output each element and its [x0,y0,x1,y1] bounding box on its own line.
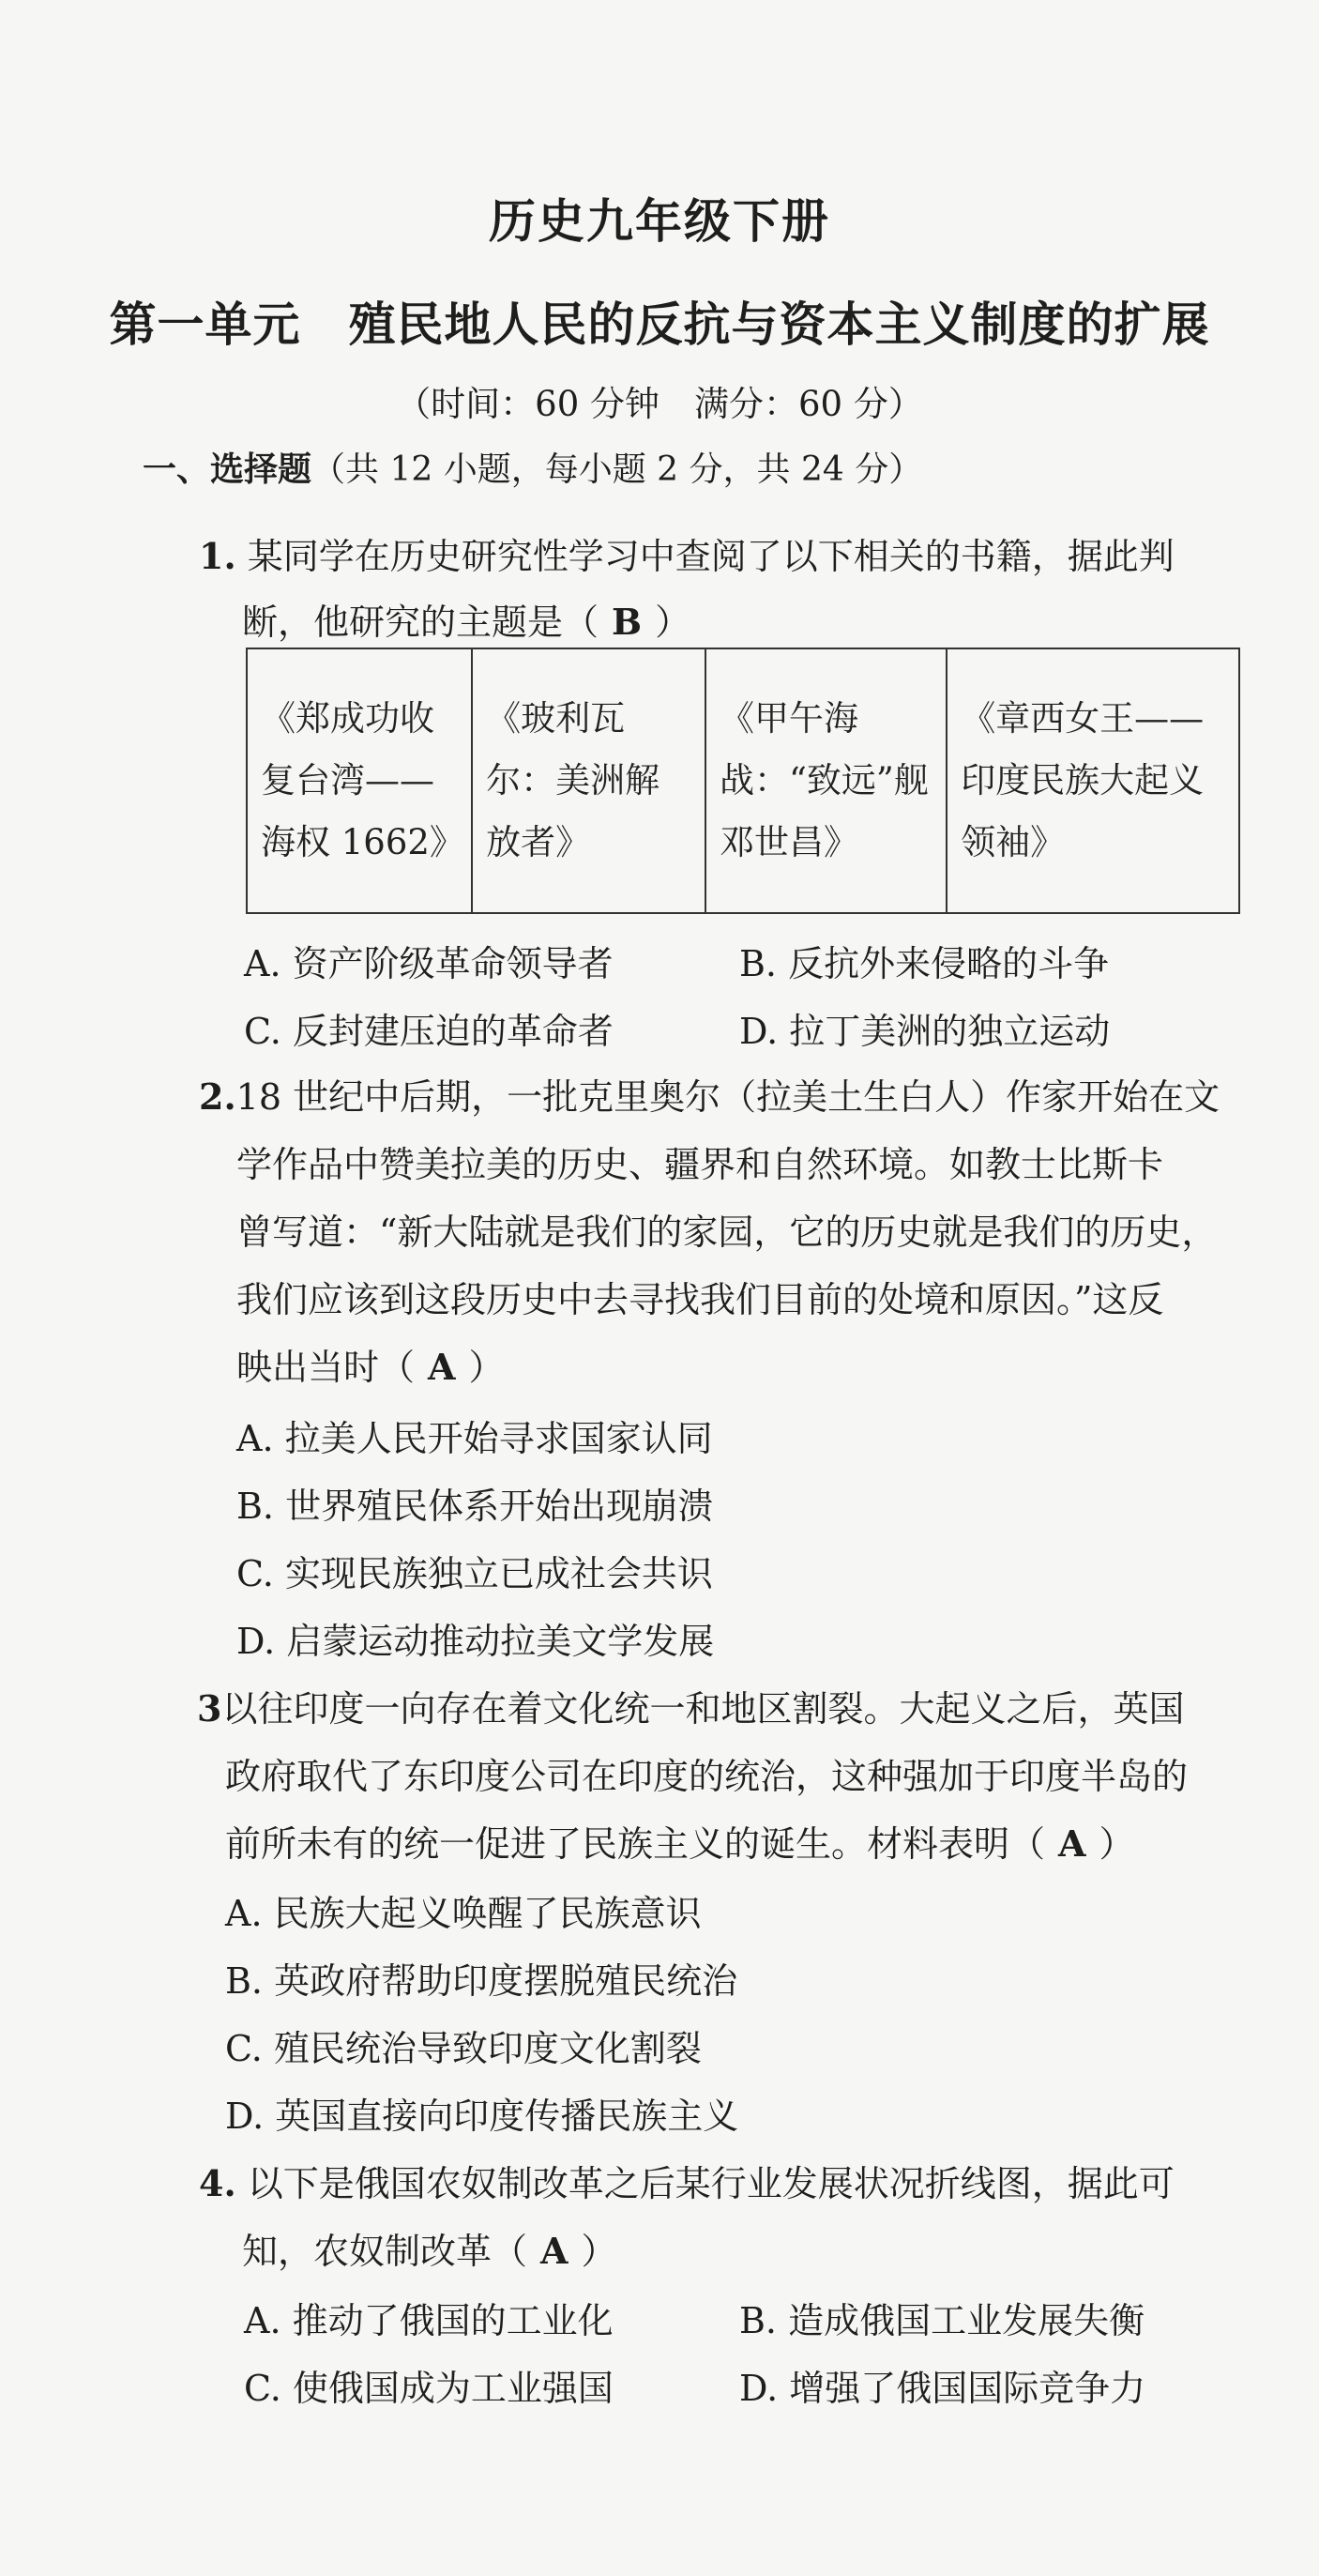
question-4-line-1 [199,2151,1175,2217]
option-c: C. 殖民统治导致印度文化割裂 [225,2028,702,2069]
option-d: D. 启蒙运动推动拉美文学发展 [236,1621,715,1662]
option-a: A. 拉美人民开始寻求国家认同 [236,1418,713,1459]
question-4-line-2 [242,2218,617,2284]
question-2-line-3: 曾写道：“新大陆就是我们的家园，它的历史就是我们的历史， [236,1212,1218,1253]
option-c: C. 反封建压迫的革命者 [244,1011,614,1052]
option-c: C. 使俄国成为工业强国 [244,2368,614,2409]
question-2-line-4: 我们应该到这段历史中去寻找我们目前的处境和原因。”这反 [236,1279,1164,1320]
question-3-line-1 [197,1676,1184,1742]
option-c: C. 实现民族独立已成社会共识 [236,1553,713,1594]
question-text: 前所未有的统一促进了民族主义的诞生。材料表明（ [225,1823,1046,1865]
section-note: （共 12 小题，每小题 2 分，共 24 分） [311,450,923,489]
option-a: A. 资产阶级革命领导者 [244,943,614,984]
exam-meta: （时间：60 分钟 满分：60 分） [396,384,923,424]
question-text: 18 世纪中后期，一批克里奥尔（拉美土生白人）作家开始在文 [235,1076,1220,1118]
option-d: D. 拉丁美洲的独立运动 [739,1011,1111,1052]
question-text: 映出当时（ [236,1347,416,1388]
answer-bracket: ） [468,1347,505,1388]
answer-mark: A [540,2230,569,2272]
book-cell: 《章西女王——印度民族大起义领袖》 [947,648,1239,913]
question-3-line-2: 政府取代了东印度公司在印度的统治，这种强加于印度半岛的 [225,1756,1189,1797]
option-b: B. 造成俄国工业发展失衡 [739,2300,1145,2341]
question-2-line-2: 学作品中赞美拉美的历史、疆界和自然环境。如教士比斯卡 [236,1144,1164,1185]
question-number: 3 [197,1687,222,1730]
section-label: 一、选择题 [143,450,312,489]
question-text: 某同学在历史研究性学习中查阅了以下相关的书籍，据此判 [247,536,1175,577]
question-1-line-2 [242,589,690,655]
question-text: 断，他研究的主题是（ [242,602,599,643]
option-d: D. 英国直接向印度传播民族主义 [225,2096,739,2137]
book-cell: 《玻利瓦尔：美洲解放者》 [472,648,705,913]
book-cell: 《甲午海战：“致远”舰邓世昌》 [705,648,947,913]
answer-mark: A [428,1346,456,1388]
unit-title: 第一单元 殖民地人民的反抗与资本主义制度的扩展 [109,297,1210,352]
page-title: 历史九年级下册 [489,193,830,249]
question-2-line-1 [199,1064,1220,1130]
book-table [246,648,1240,914]
answer-bracket: ） [655,602,691,643]
answer-bracket: ） [581,2231,617,2272]
question-number: 1. [199,535,236,577]
question-3-line-3 [225,1811,1135,1877]
question-text: 以往印度一向存在着文化统一和地区割裂。大起义之后，英国 [221,1688,1185,1730]
option-b: B. 反抗外来侵略的斗争 [739,943,1110,984]
option-b: B. 英政府帮助印度摆脱殖民统治 [225,1960,738,2002]
option-b: B. 世界殖民体系开始出现崩溃 [236,1486,714,1527]
question-number: 4. [199,2162,236,2204]
option-a: A. 推动了俄国的工业化 [244,2300,614,2341]
answer-mark: A [1058,1822,1086,1865]
question-text: 知，农奴制改革（ [242,2231,528,2272]
book-cell: 《郑成功收复台湾——海权 1662》 [247,648,472,913]
question-number: 2. [199,1075,236,1118]
question-2-line-5 [236,1334,505,1400]
answer-bracket: ） [1099,1823,1135,1865]
table-row [247,648,1239,913]
option-a: A. 民族大起义唤醒了民族意识 [225,1893,702,1934]
answer-mark: B [612,601,643,643]
option-d: D. 增强了俄国国际竞争力 [739,2368,1146,2409]
section-heading [143,443,922,491]
question-1-line-1 [199,524,1175,589]
question-text: 以下是俄国农奴制改革之后某行业发展状况折线图，据此可 [247,2163,1175,2204]
